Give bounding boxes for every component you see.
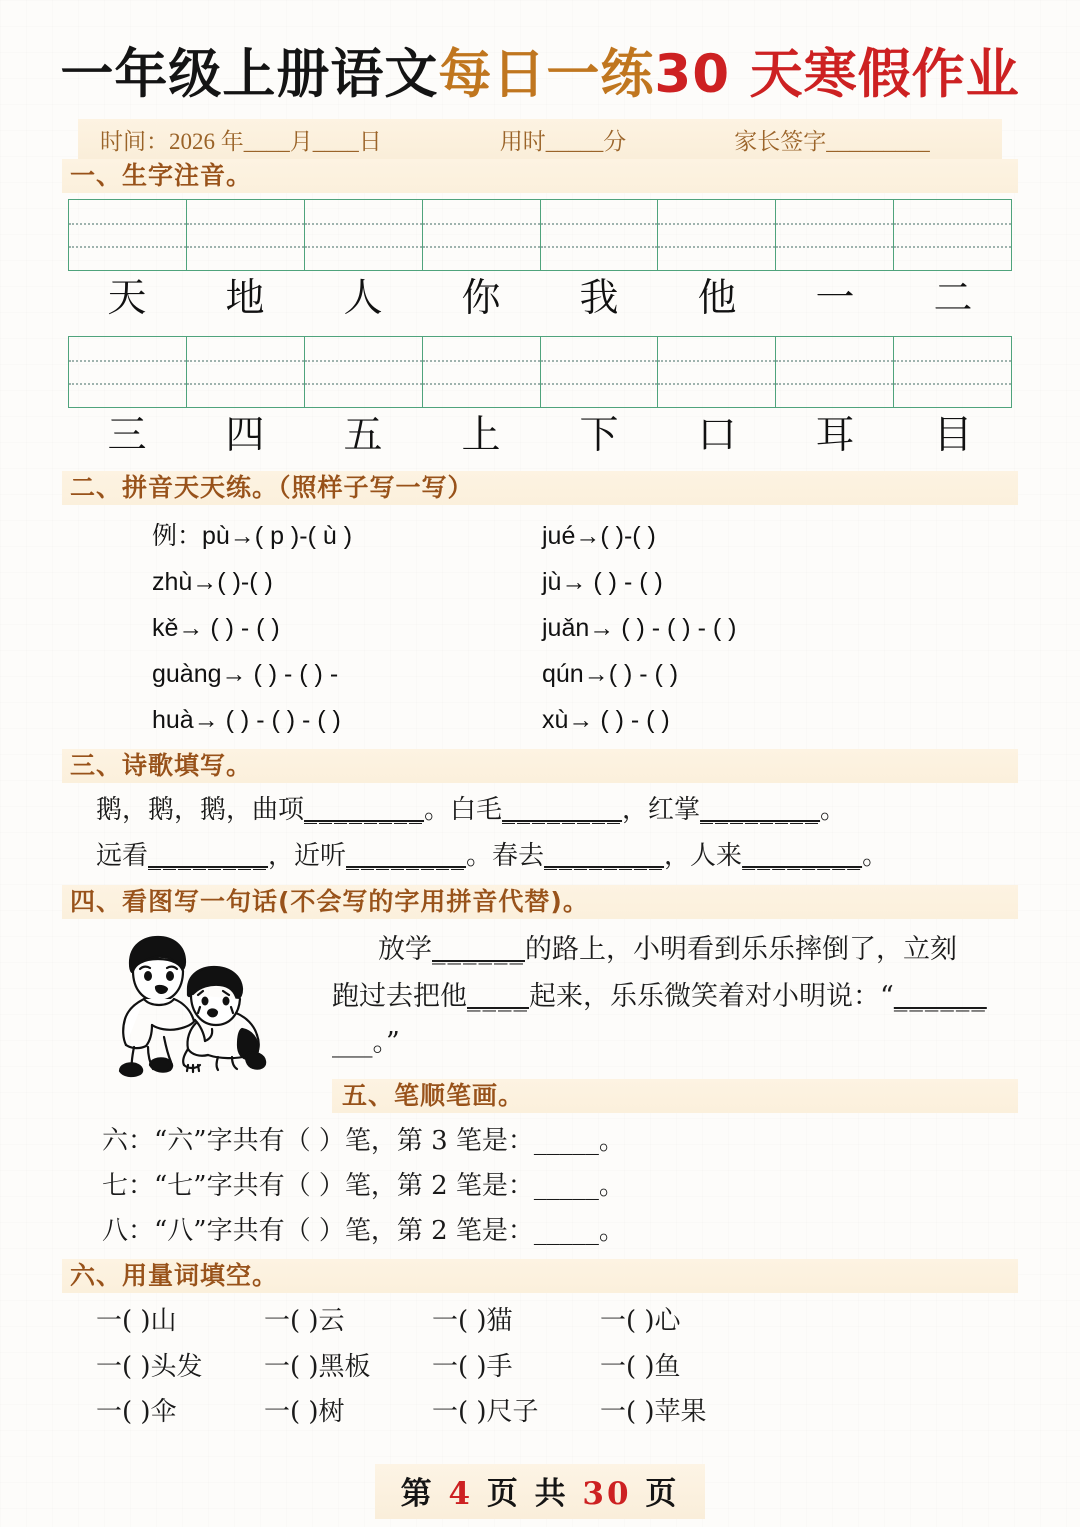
footer-prefix: 第	[400, 1476, 435, 1512]
section-3-header-wrap	[62, 749, 1018, 783]
sentence-text: 起来，乐乐微笑着对小明说：“	[529, 980, 894, 1012]
stroke-question[interactable]: 八：“八”字共有（ ）笔，第 2 笔是：_____。	[102, 1215, 625, 1246]
sentence-writing-prompt	[332, 919, 1018, 1066]
pinyin-cell[interactable]	[776, 200, 894, 271]
measure-word-exercises	[0, 1293, 1080, 1435]
pinyin-exercise-right[interactable]: juǎn→ ( ) - ( ) - ( )	[542, 613, 737, 642]
section-2-header-wrap	[62, 471, 1018, 505]
pinyin-exercise-left[interactable]: zhù→( )-( )	[152, 567, 273, 596]
footer-middle: 页 共	[486, 1476, 569, 1512]
measure-word-item[interactable]: 一( )手	[432, 1351, 513, 1382]
pinyin-cell[interactable]	[186, 200, 304, 271]
table-row	[62, 1299, 1018, 1344]
poem-text: 。	[820, 794, 847, 825]
character-row-2	[68, 408, 1012, 463]
blank-field[interactable]: ________	[346, 840, 467, 871]
sentence-text: 的路上，小明看到乐乐摔倒了，立刻	[525, 934, 957, 966]
section-4-header-wrap	[62, 885, 1018, 919]
sentence-line-1	[332, 927, 1018, 973]
list-item	[62, 513, 1018, 559]
measure-word-item[interactable]: 一( )山	[96, 1306, 177, 1337]
pinyin-grid-1-wrap	[68, 199, 1012, 271]
character: 三	[107, 412, 147, 458]
section-1-header-wrap	[62, 159, 1018, 193]
pinyin-cell[interactable]	[422, 336, 540, 407]
pinyin-exercise-right[interactable]: jué→( )-( )	[542, 521, 656, 550]
section-5-header-row	[0, 1079, 1080, 1113]
measure-word-item[interactable]: 一( )树	[264, 1396, 345, 1427]
blank-field[interactable]: ________	[544, 840, 665, 871]
poem-text: ，人来	[664, 840, 743, 871]
measure-word-item[interactable]: 一( )头发	[96, 1351, 203, 1382]
table-row	[62, 1390, 1018, 1435]
title-part-winter: 30 天寒假作业	[654, 44, 1020, 105]
pinyin-cell[interactable]	[186, 336, 304, 407]
pinyin-grid-2[interactable]	[68, 336, 1012, 408]
character: 口	[697, 412, 737, 458]
character: 四	[225, 412, 265, 458]
character: 耳	[815, 412, 855, 458]
character: 地	[225, 276, 265, 321]
pinyin-cell[interactable]	[776, 336, 894, 407]
title-part-grade: 一年级上册语文	[60, 44, 439, 105]
character-row-1	[68, 271, 1012, 326]
poem-text: 。白毛	[424, 794, 503, 825]
section-6-header-wrap	[62, 1259, 1018, 1293]
section-4-header: 四、看图写一句话(不会写的字用拼音代替)。	[62, 885, 1018, 919]
character: 下	[579, 412, 619, 458]
page-footer	[0, 1464, 1080, 1519]
pinyin-cell[interactable]	[658, 336, 776, 407]
stroke-order-list	[0, 1113, 1080, 1253]
sentence-line-2	[332, 974, 1018, 1020]
character: 目	[933, 412, 973, 458]
section-1-header: 一、生字注音。	[62, 159, 1018, 193]
total-page-number: 30	[582, 1476, 632, 1512]
table-row	[69, 336, 1012, 407]
poem-text: ，近听	[268, 840, 347, 871]
sentence-text: 跑过去把他	[332, 980, 467, 1012]
pinyin-cell[interactable]	[422, 200, 540, 271]
character: 五	[343, 412, 383, 458]
measure-word-item[interactable]: 一( )尺子	[432, 1396, 539, 1427]
blank-field[interactable]: ________	[148, 840, 269, 871]
pinyin-cell[interactable]	[540, 336, 658, 407]
list-item	[62, 559, 1018, 605]
section-5-header: 五、笔顺笔画。	[332, 1079, 1018, 1113]
sentence-line-3[interactable]: ___。”	[332, 1027, 400, 1059]
table-row	[62, 1345, 1018, 1390]
pinyin-exercise-right[interactable]: jù→ ( ) - ( )	[542, 567, 663, 596]
page-title	[0, 0, 1080, 105]
poem-text: 。	[862, 840, 889, 871]
pinyin-cell[interactable]	[69, 200, 187, 271]
measure-word-item[interactable]: 一( )苹果	[600, 1396, 707, 1427]
pinyin-cell[interactable]	[658, 200, 776, 271]
measure-word-item[interactable]: 一( )鱼	[600, 1351, 681, 1382]
blank-field[interactable]: ________	[742, 840, 863, 871]
character: 一	[815, 276, 855, 321]
footer-suffix: 页	[645, 1476, 680, 1512]
section-6-header: 六、用量词填空。	[62, 1259, 1018, 1293]
pinyin-exercise-left[interactable]: huà→ ( ) - ( ) - ( )	[152, 705, 341, 734]
page-number-box	[375, 1464, 706, 1519]
poem-text: 鹅，鹅，鹅，曲项	[96, 794, 305, 825]
pinyin-cell[interactable]	[894, 200, 1012, 271]
character: 我	[579, 276, 619, 321]
pinyin-exercise-right[interactable]: qún→( ) - ( )	[542, 659, 679, 688]
blank-field[interactable]: ______	[432, 934, 525, 966]
blank-field[interactable]: ________	[700, 794, 821, 825]
pinyin-cell[interactable]	[540, 200, 658, 271]
character: 上	[461, 412, 501, 458]
measure-word-item[interactable]: 一( )云	[264, 1306, 345, 1337]
picture-writing-section	[0, 919, 1080, 1079]
measure-word-item[interactable]: 一( )心	[600, 1306, 681, 1337]
blank-field[interactable]: ________	[304, 794, 425, 825]
character: 他	[697, 276, 737, 321]
measure-word-item[interactable]: 一( )伞	[96, 1396, 177, 1427]
pinyin-exercise-left[interactable]: kě→ ( ) - ( )	[152, 613, 280, 642]
poem-text: ，红掌	[622, 794, 701, 825]
parent-signature-field-label[interactable]: 家长签字_________	[734, 128, 930, 154]
blank-field[interactable]: ______	[893, 980, 987, 1012]
pinyin-exercise-left[interactable]: 例：pù→( p )-( ù )	[152, 521, 353, 550]
poem-line-2	[62, 833, 1018, 879]
blank-field[interactable]: ________	[502, 794, 623, 825]
character: 二	[933, 276, 973, 321]
stroke-question[interactable]: 七：“七”字共有（ ）笔，第 2 笔是：_____。	[102, 1170, 625, 1201]
date-field-label[interactable]: 时间：2026 年____月____日	[100, 128, 382, 154]
pinyin-cell[interactable]	[304, 336, 422, 407]
stroke-question[interactable]: 六：“六”字共有（ ）笔，第 3 笔是：_____。	[102, 1126, 625, 1157]
section-3-header: 三、诗歌填写。	[62, 749, 1018, 783]
section-2-header: 二、拼音天天练。（照样子写一写）	[62, 471, 1018, 505]
poem-line-1	[62, 787, 1018, 833]
list-item	[62, 605, 1018, 651]
poem-text: 。春去	[466, 840, 545, 871]
pinyin-exercise-right[interactable]: xù→ ( ) - ( )	[542, 705, 670, 734]
measure-word-item[interactable]: 一( )猫	[432, 1306, 513, 1337]
children-helping-icon	[92, 929, 302, 1079]
pinyin-exercise-left[interactable]: guàng→ ( ) - ( ) -	[152, 659, 339, 688]
character: 你	[461, 276, 501, 321]
list-item	[62, 651, 1018, 697]
poem-text: 远看	[96, 840, 149, 871]
pinyin-grid-1[interactable]	[68, 199, 1012, 271]
pinyin-practice-list	[0, 513, 1080, 743]
table-row	[69, 200, 1012, 271]
sentence-text: 放学	[378, 934, 432, 966]
character: 天	[107, 276, 147, 321]
pinyin-cell[interactable]	[894, 336, 1012, 407]
blank-field[interactable]: ____	[467, 980, 529, 1012]
info-bar	[78, 119, 1002, 159]
pinyin-grid-2-wrap	[68, 336, 1012, 408]
character: 人	[343, 276, 383, 321]
spacer	[62, 1079, 332, 1113]
pinyin-cell[interactable]	[304, 200, 422, 271]
measure-word-item[interactable]: 一( )黑板	[264, 1351, 371, 1382]
title-part-daily: 每日一练	[438, 44, 655, 105]
list-item	[62, 697, 1018, 743]
current-page-number: 4	[448, 1476, 474, 1512]
poem-fill-in	[0, 783, 1080, 880]
pinyin-cell[interactable]	[69, 336, 187, 407]
illustration-two-children	[62, 919, 332, 1079]
duration-field-label[interactable]: 用时_____分	[499, 128, 627, 154]
